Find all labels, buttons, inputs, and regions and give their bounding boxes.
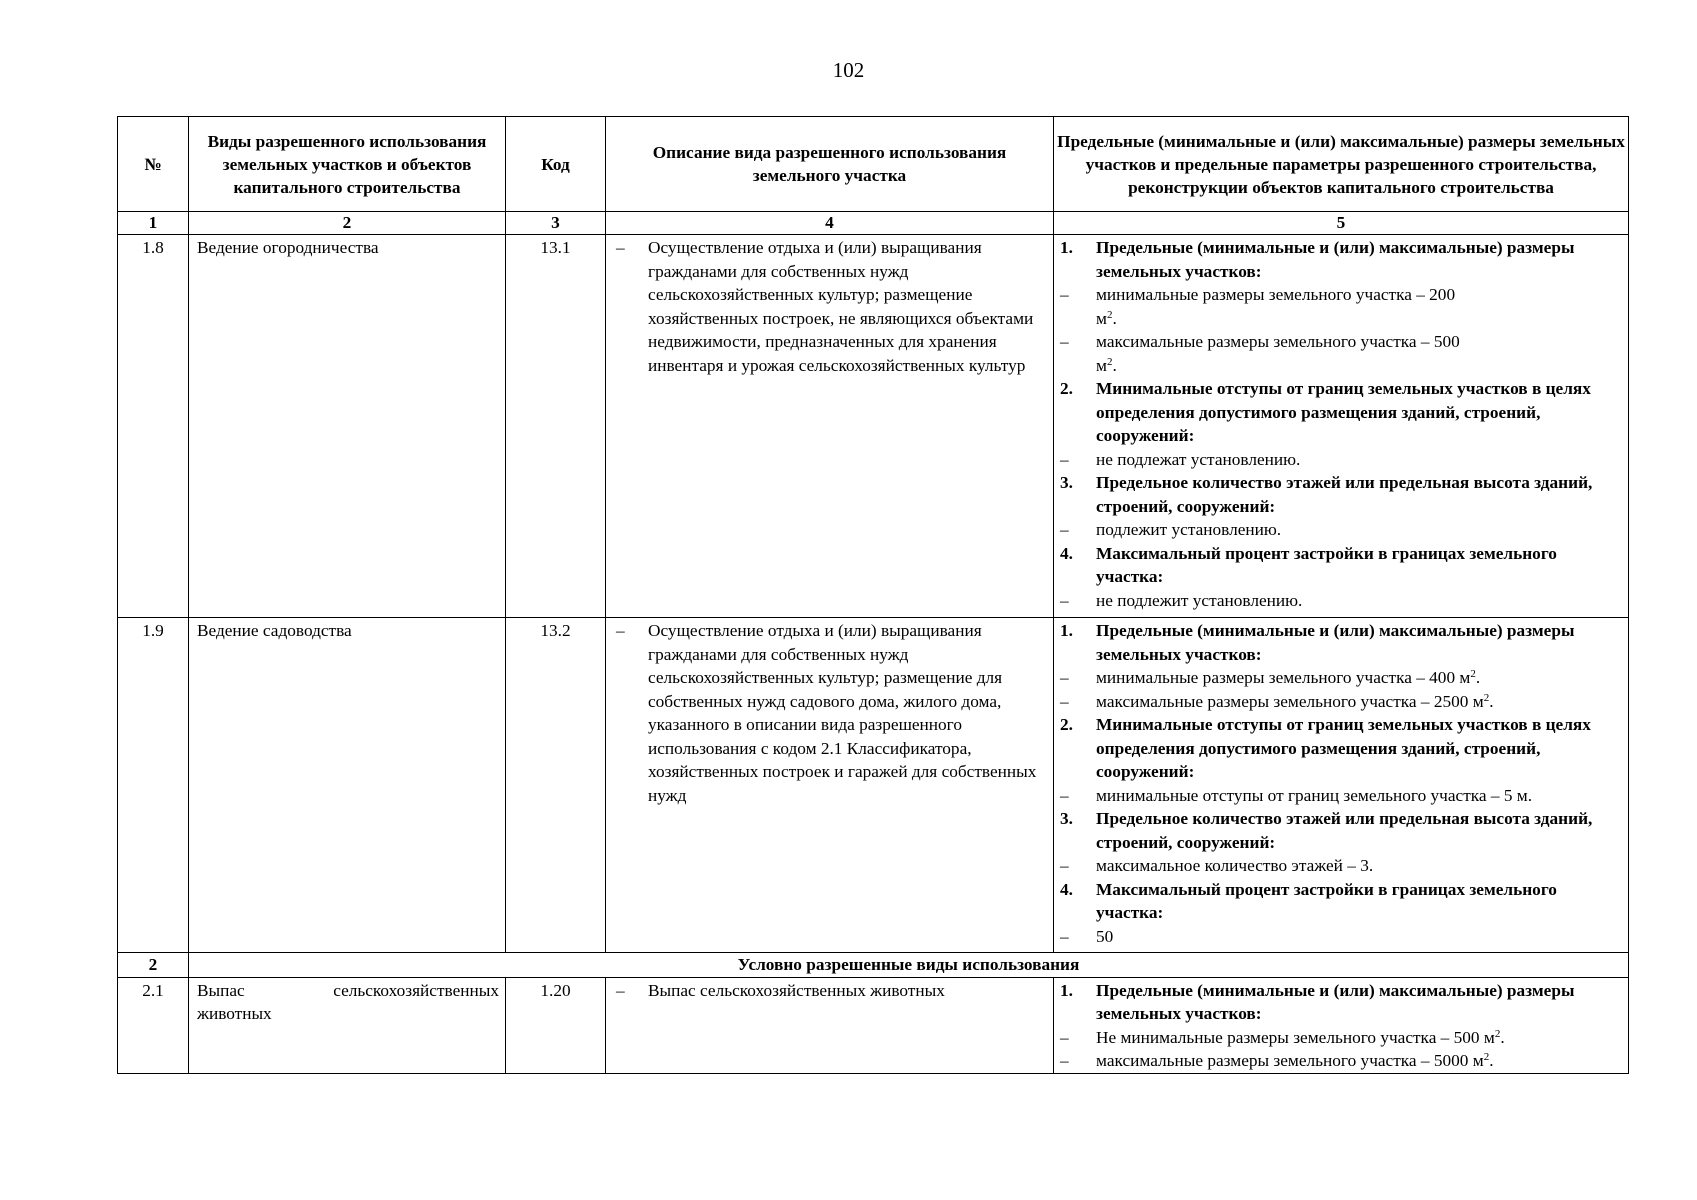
use-parameters bbox=[1054, 235, 1629, 618]
use-code: 1.20 bbox=[506, 977, 606, 1073]
param-item: – 50 bbox=[1060, 926, 1114, 946]
param-item: – не подлежат установлению. bbox=[1060, 449, 1301, 469]
column-number: 1 bbox=[118, 212, 189, 235]
row-number: 1.9 bbox=[118, 618, 189, 953]
param-heading: 2. Минимальные отступы от границ земельных участков в целях определения допустимого размещения зданий, строений, сооружений: bbox=[1060, 379, 1591, 445]
header-code: Код bbox=[506, 117, 606, 212]
table-row bbox=[118, 235, 1629, 618]
use-description: – Выпас сельскохозяйственных животных bbox=[606, 977, 1054, 1073]
table-row bbox=[118, 618, 1629, 953]
use-description: – Осуществление отдыха и (или) выращивания гражданами для собственных нужд сельскохозяйственных культур; размещение для собственных нужд садового дома, жилого дома, указанного в описании вида разрешенного использования с кодом 2.1 Классификатора, хозяйственных построек и гаражей для собственных нужд bbox=[606, 618, 1054, 953]
param-heading: 4. Максимальный процент застройки в границах земельного участка: bbox=[1060, 879, 1557, 922]
use-type-name: Выпас сельскохозяйственных животных bbox=[189, 977, 506, 1073]
header-parameters: Предельные (минимальные и (или) максимальные) размеры земельных участков и предельные параметры разрешенного строительства, реконструкции объектов капитального строительства bbox=[1054, 117, 1629, 212]
header-type: Виды разрешенного использования земельных участков и объектов капитального строительства bbox=[189, 117, 506, 212]
header-no: № bbox=[118, 117, 189, 212]
use-type-name: Ведение огородничества bbox=[189, 235, 506, 618]
use-parameters bbox=[1054, 977, 1629, 1073]
table-header-row bbox=[118, 117, 1629, 212]
param-item: – минимальные размеры земельного участка – 200 $м^2$. bbox=[1060, 285, 1456, 328]
use-type-name: Ведение садоводства bbox=[189, 618, 506, 953]
param-heading: 1. Предельные (минимальные и (или) максимальные) размеры земельных участков: bbox=[1060, 621, 1575, 664]
param-heading: 1. Предельные (минимальные и (или) максимальные) размеры земельных участков: bbox=[1060, 980, 1575, 1023]
param-heading: 1. Предельные (минимальные и (или) максимальные) размеры земельных участков: bbox=[1060, 238, 1575, 281]
use-code: 13.1 bbox=[506, 235, 606, 618]
page-number: 102 bbox=[832, 58, 865, 82]
header-description: Описание вида разрешенного использования земельного участка bbox=[606, 117, 1054, 212]
param-item: – максимальные размеры земельного участка – 2500 $м^2$. bbox=[1060, 691, 1494, 711]
land-use-table bbox=[117, 116, 1629, 1074]
param-item: – минимальные размеры земельного участка – 400 $м^2$. bbox=[1060, 668, 1481, 687]
param-heading: 4. Максимальный процент застройки в границах земельного участка: bbox=[1060, 543, 1557, 586]
section-number: 2 bbox=[118, 953, 189, 978]
column-number: 4 bbox=[606, 212, 1054, 235]
param-heading: 3. Предельное количество этажей или предельная высота зданий, строений, сооружений: bbox=[1060, 473, 1593, 516]
row-number: 2.1 bbox=[118, 977, 189, 1073]
column-number: 3 bbox=[506, 212, 606, 235]
param-item: – Не минимальные размеры земельного участка – 500 $м^2$. bbox=[1060, 1027, 1505, 1047]
column-number: 5 bbox=[1054, 212, 1629, 235]
param-item: – не подлежит установлению. bbox=[1060, 590, 1303, 610]
section-row bbox=[118, 953, 1629, 978]
param-item: – минимальные отступы от границ земельного участка – 5 м. bbox=[1060, 785, 1533, 805]
use-code: 13.2 bbox=[506, 618, 606, 953]
use-description: – Осуществление отдыха и (или) выращивания гражданами для собственных нужд сельскохозяйственных культур; размещение хозяйственных построек, не являющихся объектами недвижимости, предназначенных для хранения инвентаря и урожая сельскохозяйственных культур bbox=[606, 235, 1054, 618]
table-row bbox=[118, 977, 1629, 1073]
param-item: – максимальные размеры земельного участка – 500 $м^2$. bbox=[1060, 332, 1460, 375]
row-number: 1.8 bbox=[118, 235, 189, 618]
param-item: – подлежит установлению. bbox=[1060, 520, 1282, 539]
param-item: – максимальное количество этажей – 3. bbox=[1060, 856, 1374, 875]
param-heading: 2. Минимальные отступы от границ земельных участков в целях определения допустимого размещения зданий, строений, сооружений: bbox=[1060, 715, 1591, 781]
param-heading: 3. Предельное количество этажей или предельная высота зданий, строений, сооружений: bbox=[1060, 809, 1593, 852]
section-title: Условно разрешенные виды использования bbox=[189, 953, 1629, 978]
column-number: 2 bbox=[189, 212, 506, 235]
use-parameters bbox=[1054, 618, 1629, 953]
column-number-row bbox=[118, 212, 1629, 235]
param-item: – максимальные размеры земельного участка – 5000 $м^2$. bbox=[1060, 1051, 1494, 1070]
